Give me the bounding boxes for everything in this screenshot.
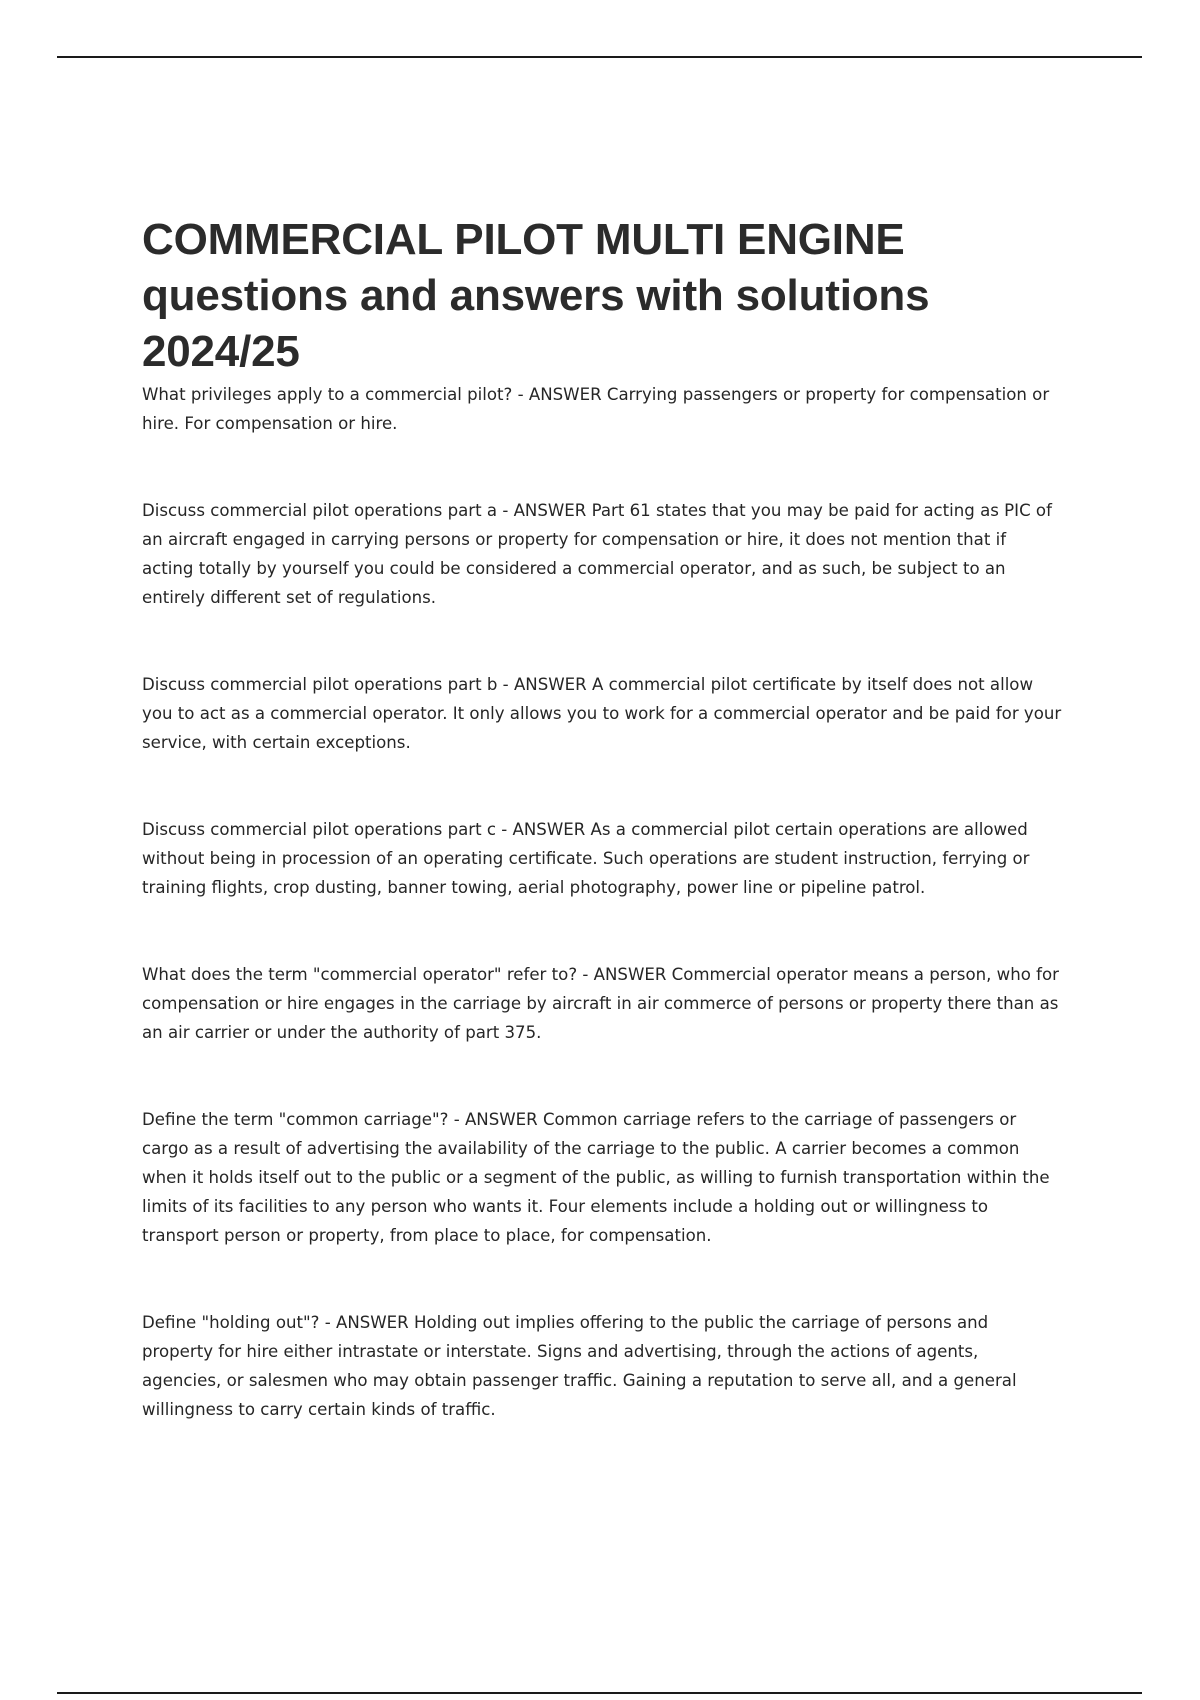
- qa-item-6: Define the term "common carriage"? - ANSWER Common carriage refers to the carriage of passengers or cargo as a result of advertising the availability of the carriage to the public. A carrier becomes a common when it holds itself out to the public or a segment of the public, as willing to furnish transportation within the limits of its facilities to any person who wants it. Four elements include a holding out or willingness to transport person or property, from place to place, for compensation.: [142, 1110, 1050, 1245]
- qa-item-7: Define "holding out"? - ANSWER Holding out implies offering to the public the carriage of persons and property for hire either intrastate or interstate. Signs and advertising, through the actions of agents, agencies, or salesmen who may obtain passenger traffic. Gaining a reputation to serve all, and a general willingness to carry certain kinds of traffic.: [142, 1313, 1017, 1419]
- qa-item-1: What privileges apply to a commercial pilot? - ANSWER Carrying passengers or property for compensation or hire. For compensation or hire.: [142, 385, 1050, 433]
- qa-item-3: Discuss commercial pilot operations part b - ANSWER A commercial pilot certificate by itself does not allow you to act as a commercial operator. It only allows you to work for a commercial operator and be paid for your service, with certain exceptions.: [142, 675, 1062, 752]
- qa-item-4: Discuss commercial pilot operations part c - ANSWER As a commercial pilot certain operations are allowed without being in procession of an operating certificate. Such operations are student instruction, ferrying or training flights, crop dusting, banner towing, aerial photography, power line or pipeline patrol.: [142, 820, 1030, 897]
- document-title: COMMERCIAL PILOT MULTI ENGINE questions and answers with solutions 2024/25: [142, 215, 930, 376]
- top-rule: [57, 56, 1142, 58]
- bottom-rule: [57, 1692, 1142, 1694]
- qa-item-5: What does the term "commercial operator" refer to? - ANSWER Commercial operator means a person, who for compensation or hire engages in the carriage by aircraft in air commerce of persons or property there than as an air carrier or under the authority of part 375.: [142, 965, 1059, 1042]
- qa-list: [142, 380, 1062, 1424]
- qa-item-2: Discuss commercial pilot operations part a - ANSWER Part 61 states that you may be paid for acting as PIC of an aircraft engaged in carrying persons or property for compensation or hire, it does not mention that if acting totally by yourself you could be considered a commercial operator, and as such, be subject to an entirely different set of regulations.: [142, 501, 1052, 607]
- document-body: [142, 212, 1062, 1424]
